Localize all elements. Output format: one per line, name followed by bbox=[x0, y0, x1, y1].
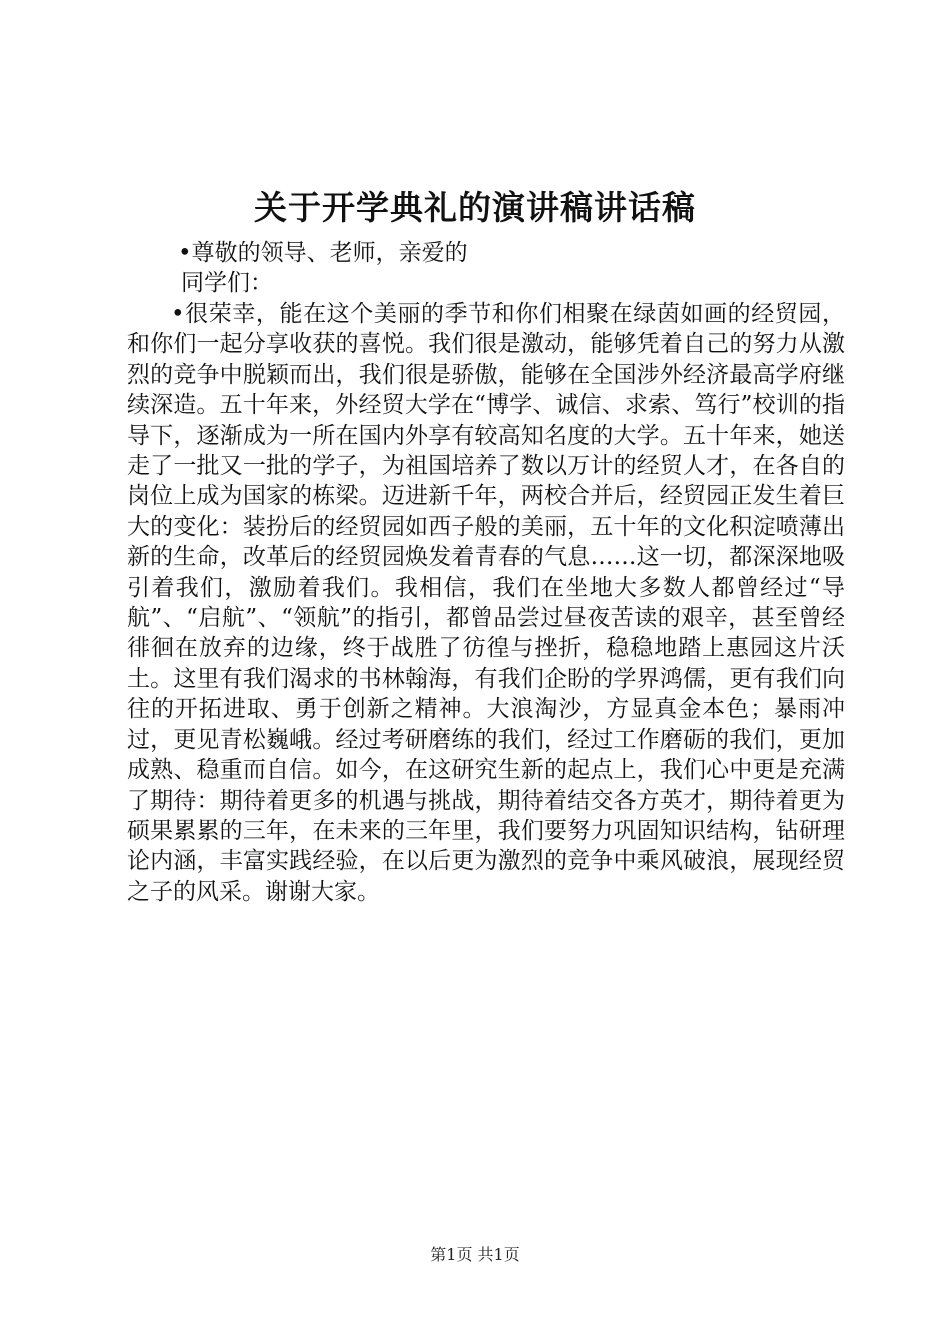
salutation bbox=[178, 238, 468, 298]
page-number-footer: 第1页 共1页 bbox=[430, 1245, 520, 1264]
body-paragraph bbox=[127, 299, 845, 907]
page-title: 关于开学典礼的演讲稿讲话稿 bbox=[254, 188, 696, 227]
salutation-line-1: •尊敬的领导、老师，亲爱的 bbox=[178, 240, 468, 266]
body-text: •很荣幸，能在这个美丽的季节和你们相聚在绿茵如画的经贸园，和你们一起分享收获的喜悦。我们很是激动，能够凭着自己的努力从激烈的竞争中脱颖而出，我们很是骄傲，能够在全国涉外经济最高学府继续深造。五十年来，外经贸大学在“博学、诚信、求索、笃行”校训的指导下，逐渐成为一所在国内外享有较高知名度的大学。五十年来，她送走了一批又一批的学子，为祖国培养了数以万计的经贸人才，在各自的岗位上成为国家的栋梁。迈进新千年，两校合并后，经贸园正发生着巨大的变化：装扮后的经贸园如西子般的美丽，五十年的文化积淀喷薄出新的生命，改革后的经贸园焕发着青春的气息……这一切，都深深地吸引着我们，激励着我们。我相信，我们在坐地大多数人都曾经过“导航”、“启航”、“领航”的指引，都曾品尝过昼夜苦读的艰辛，甚至曾经徘徊在放弃的边缘，终于战胜了彷徨与挫折，稳稳地踏上惠园这片沃土。这里有我们渴求的书林翰海，有我们企盼的学界鸿儒，更有我们向往的开拓进取、勇于创新之精神。大浪淘沙，方显真金本色；暴雨冲过，更见青松巍峨。经过考研磨练的我们，经过工作磨砺的我们，更加成熟、稳重而自信。如今，在这研究生新的起点上，我们心中更是充满了期待：期待着更多的机遇与挑战，期待着结交各方英才，期待着更为硕果累累的三年，在未来的三年里，我们要努力巩固知识结构，钻研理论内涵，丰富实践经验，在以后更为激烈的竞争中乘风破浪，展现经贸之子的风采。谢谢大家。 bbox=[127, 301, 845, 905]
salutation-line-2: 同学们： bbox=[181, 270, 273, 296]
